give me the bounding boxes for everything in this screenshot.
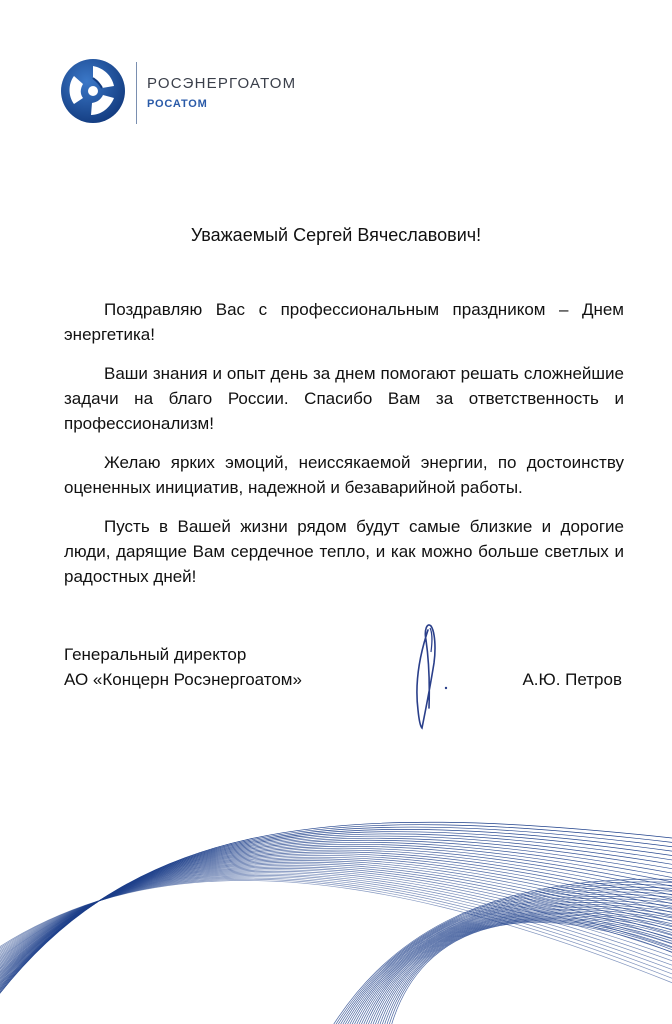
company-logo bbox=[60, 58, 300, 128]
letter-paragraph: Пусть в Вашей жизни рядом будут самые близкие и дорогие люди, дарящие Вам сердечное тепло, и как можно больше светлых и радостных дней! bbox=[64, 517, 624, 586]
wave-line bbox=[0, 878, 672, 981]
letter-body bbox=[64, 297, 624, 603]
wave-line bbox=[0, 836, 672, 1009]
wave-line bbox=[0, 879, 672, 985]
signatory-position: Генеральный директор bbox=[64, 645, 247, 664]
org-subtitle: РОСАТОМ bbox=[147, 98, 208, 110]
letter-paragraph: Желаю ярких эмоций, неиссякаемой энергии, по достоинству оцененных инициатив, надежной и безаварийной работы. bbox=[64, 453, 624, 497]
wave-line bbox=[380, 918, 672, 1024]
letter-greeting: Уважаемый Сергей Вячеславович! bbox=[190, 225, 482, 245]
decorative-wave-pattern bbox=[0, 780, 672, 1024]
signatory-company: АО «Концерн Росэнергоатом» bbox=[64, 670, 302, 689]
wave-line bbox=[373, 915, 672, 1024]
rosatom-logo-icon bbox=[60, 58, 126, 124]
wave-line bbox=[0, 880, 672, 990]
signatory-name: А.Ю. Петров bbox=[522, 670, 622, 689]
org-title: РОСЭНЕРГОАТОМ bbox=[147, 75, 297, 92]
wave-line bbox=[0, 865, 672, 980]
letter-paragraph: Поздравляю Вас с профессиональным праздником – Днем энергетика! bbox=[64, 300, 624, 344]
signatory-block bbox=[64, 642, 302, 692]
letter-paragraph: Ваши знания и опыт день за днем помогают решать сложнейшие задачи на благо России. Спасибо Вам за ответственность и профессионализм! bbox=[64, 364, 624, 433]
logo-divider bbox=[136, 62, 137, 124]
handwritten-signature bbox=[400, 618, 470, 733]
